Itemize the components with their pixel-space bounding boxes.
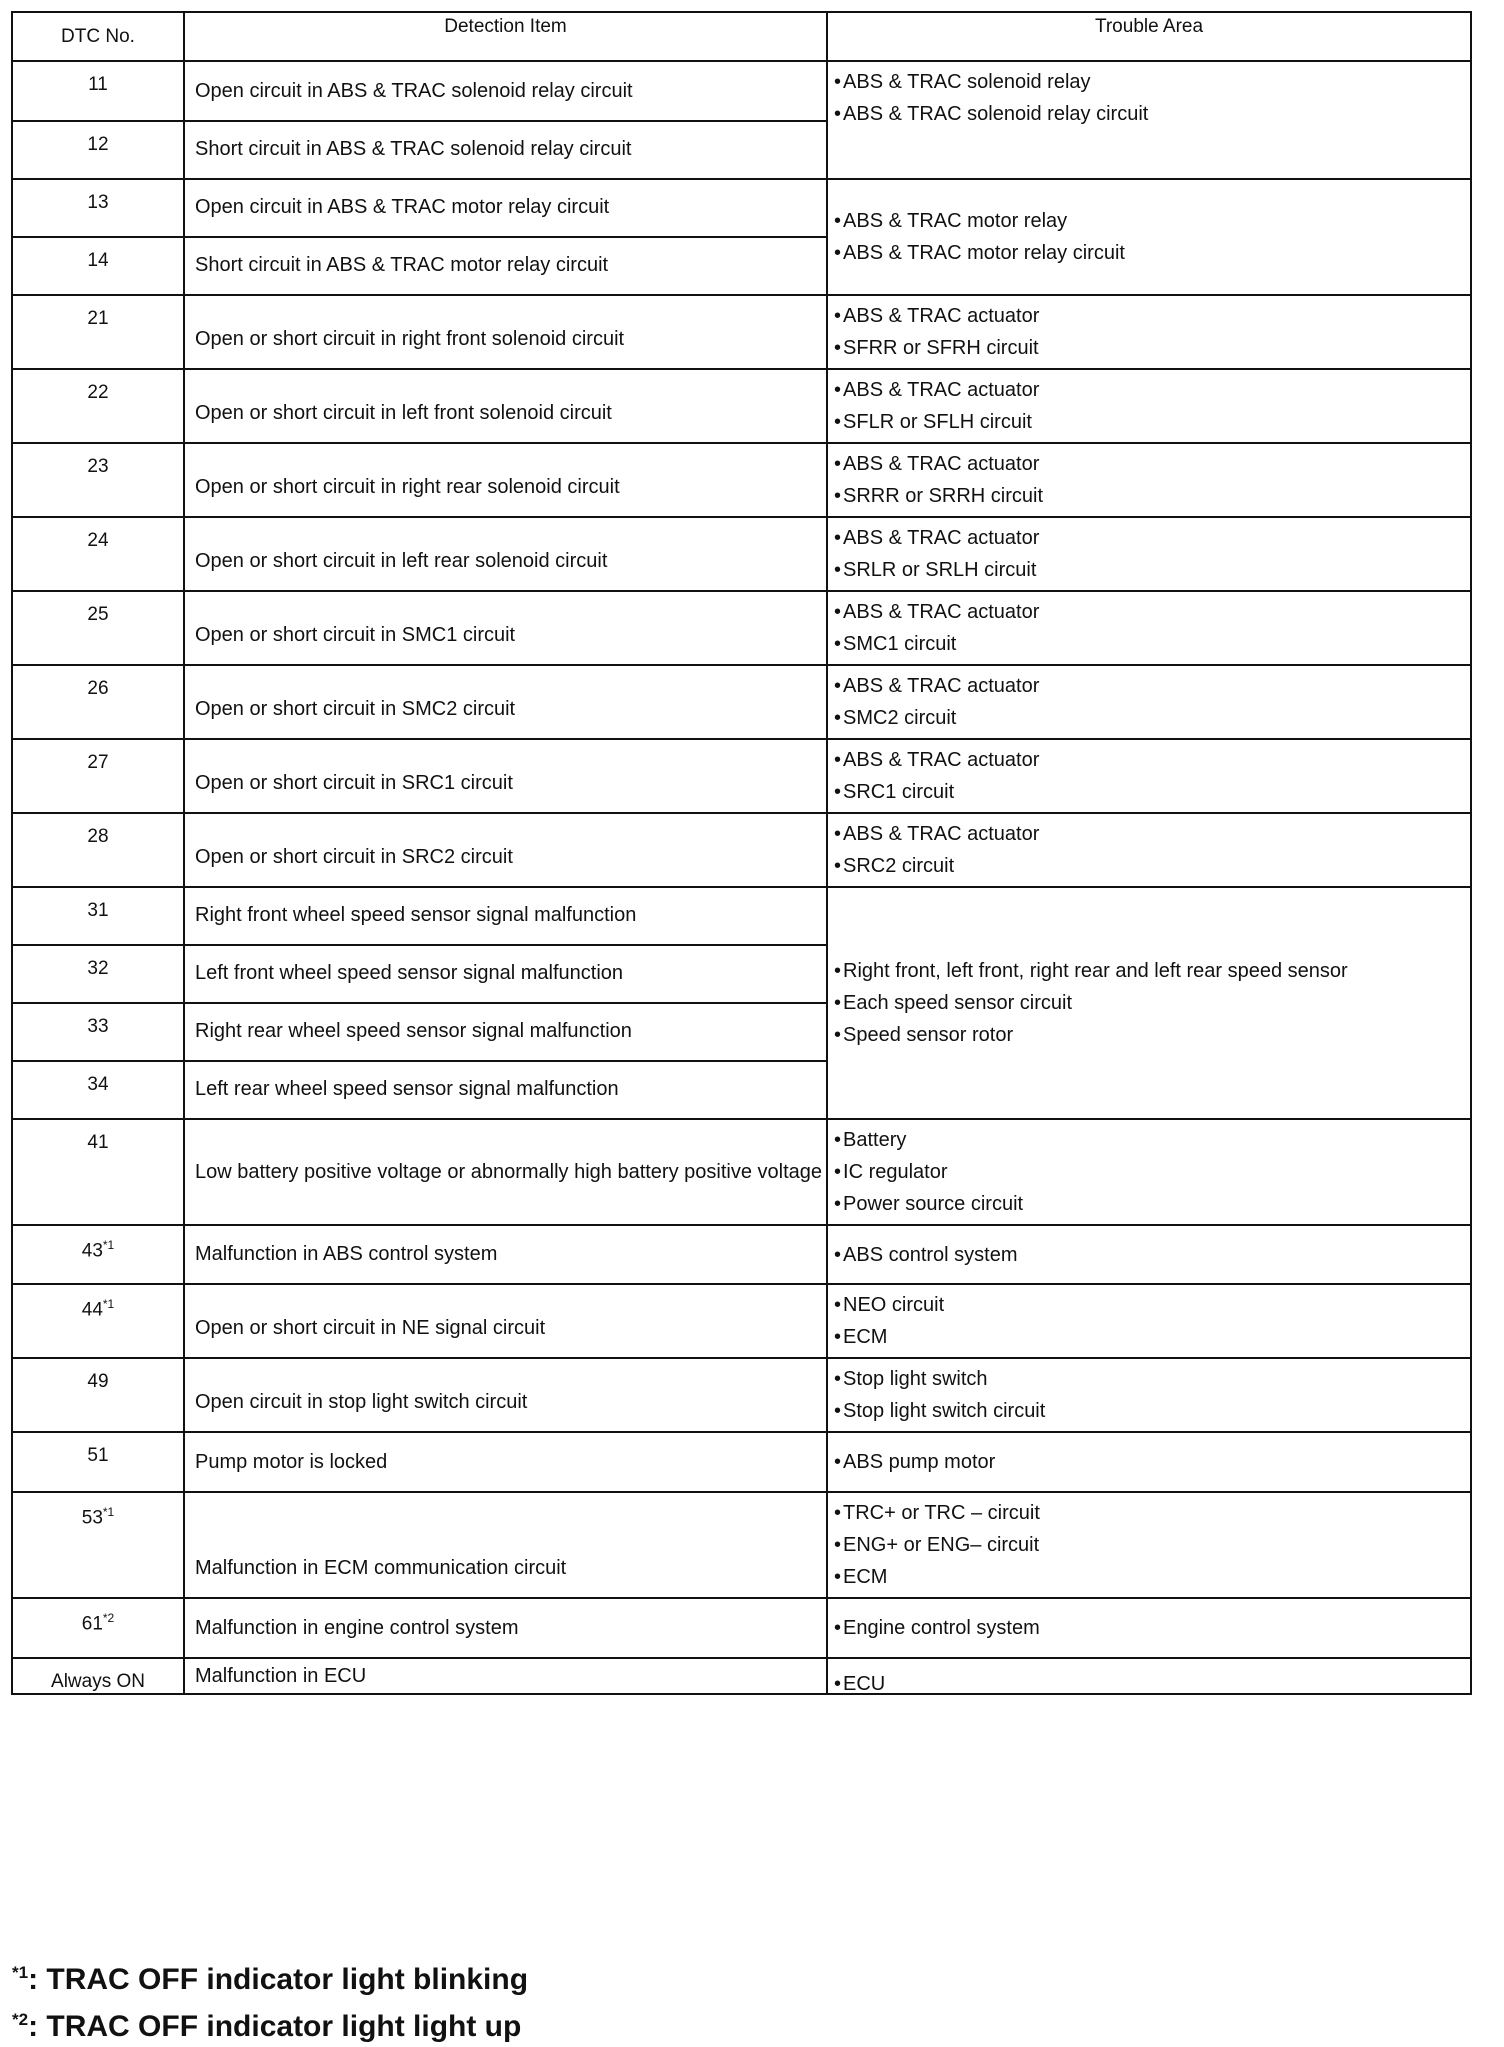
trouble-area-item: • Engine control system bbox=[834, 1612, 1464, 1644]
trouble-area-item: • SMC2 circuit bbox=[834, 702, 1464, 734]
dtc-code-cell bbox=[12, 591, 184, 665]
trouble-area-item: • SFLR or SFLH circuit bbox=[834, 406, 1464, 438]
dtc-code: 21 bbox=[87, 308, 109, 329]
dtc-code-cell bbox=[12, 887, 184, 945]
dtc-table-body bbox=[12, 61, 1471, 1694]
dtc-code-cell bbox=[12, 295, 184, 369]
trouble-area-item: • ABS & TRAC motor relay circuit bbox=[834, 237, 1464, 269]
dtc-code: 24 bbox=[87, 530, 109, 551]
header-dtc-no: DTC No. bbox=[12, 12, 184, 61]
trouble-area-item: • SMC1 circuit bbox=[834, 628, 1464, 660]
detection-item: Left rear wheel speed sensor signal malfunction bbox=[184, 1061, 827, 1119]
dtc-code-cell bbox=[12, 945, 184, 1003]
trouble-area bbox=[827, 813, 1471, 887]
trouble-area bbox=[827, 517, 1471, 591]
detection-item: Open or short circuit in right front solenoid circuit bbox=[184, 295, 827, 369]
dtc-code: 41 bbox=[87, 1132, 109, 1153]
trouble-area bbox=[827, 1119, 1471, 1225]
table-row bbox=[12, 369, 1471, 443]
dtc-code: 28 bbox=[87, 826, 109, 847]
table-row bbox=[12, 517, 1471, 591]
dtc-code: 13 bbox=[87, 192, 109, 213]
dtc-code-cell bbox=[12, 1358, 184, 1432]
trouble-area-item: • ECM bbox=[834, 1561, 1464, 1593]
detection-item: Malfunction in engine control system bbox=[184, 1598, 827, 1658]
detection-item: Open circuit in ABS & TRAC solenoid relay circuit bbox=[184, 61, 827, 121]
dtc-code: 51 bbox=[87, 1445, 109, 1466]
trouble-area-item: • SRLR or SRLH circuit bbox=[834, 554, 1464, 586]
trouble-area-item: • ABS & TRAC actuator bbox=[834, 744, 1464, 776]
detection-item: Malfunction in ABS control system bbox=[184, 1225, 827, 1284]
dtc-footnote-mark: *1 bbox=[102, 1297, 115, 1311]
table-row bbox=[12, 887, 1471, 945]
trouble-area-item: • TRC+ or TRC – circuit bbox=[834, 1497, 1464, 1529]
trouble-area bbox=[827, 369, 1471, 443]
detection-item: Short circuit in ABS & TRAC solenoid relay circuit bbox=[184, 121, 827, 179]
footnote-1 bbox=[12, 1953, 528, 2000]
detection-item: Malfunction in ECU bbox=[184, 1658, 827, 1694]
trouble-area bbox=[827, 1658, 1471, 1694]
dtc-code-cell bbox=[12, 443, 184, 517]
dtc-footnote-mark: *1 bbox=[102, 1238, 115, 1252]
dtc-code: 25 bbox=[87, 604, 109, 625]
trouble-area bbox=[827, 295, 1471, 369]
detection-item: Pump motor is locked bbox=[184, 1432, 827, 1492]
footnote-2 bbox=[12, 2000, 528, 2047]
table-row bbox=[12, 1658, 1471, 1694]
trouble-area bbox=[827, 1598, 1471, 1658]
table-row bbox=[12, 61, 1471, 121]
trouble-area-item: • ABS & TRAC solenoid relay bbox=[834, 66, 1464, 98]
trouble-area-item: • ABS & TRAC actuator bbox=[834, 670, 1464, 702]
dtc-table bbox=[11, 11, 1472, 1695]
dtc-code: 34 bbox=[87, 1074, 109, 1095]
detection-item: Open or short circuit in right rear solenoid circuit bbox=[184, 443, 827, 517]
detection-item: Open or short circuit in SMC2 circuit bbox=[184, 665, 827, 739]
trouble-area-item: • ABS & TRAC actuator bbox=[834, 300, 1464, 332]
detection-item: Open or short circuit in left front solenoid circuit bbox=[184, 369, 827, 443]
detection-item: Open or short circuit in SRC1 circuit bbox=[184, 739, 827, 813]
trouble-area bbox=[827, 61, 1471, 179]
detection-item: Malfunction in ECM communication circuit bbox=[184, 1492, 827, 1598]
footnotes bbox=[12, 1953, 528, 2047]
footnote-mark: *1 bbox=[12, 1963, 29, 1982]
trouble-area-item: • SRC1 circuit bbox=[834, 776, 1464, 808]
table-row bbox=[12, 179, 1471, 237]
detection-item: Open or short circuit in SRC2 circuit bbox=[184, 813, 827, 887]
table-row bbox=[12, 1284, 1471, 1358]
trouble-area-item: • ABS & TRAC motor relay bbox=[834, 205, 1464, 237]
dtc-code-cell bbox=[12, 1492, 184, 1598]
table-row bbox=[12, 1492, 1471, 1598]
table-row bbox=[12, 443, 1471, 517]
trouble-area-item: • IC regulator bbox=[834, 1156, 1464, 1188]
detection-item: Open or short circuit in SMC1 circuit bbox=[184, 591, 827, 665]
dtc-code: 31 bbox=[87, 900, 109, 921]
dtc-code: 61 bbox=[81, 1613, 103, 1635]
dtc-code-cell bbox=[12, 1598, 184, 1658]
dtc-code: Always ON bbox=[51, 1671, 145, 1692]
trouble-area-item: • ABS & TRAC actuator bbox=[834, 374, 1464, 406]
trouble-area-item: • ABS & TRAC actuator bbox=[834, 522, 1464, 554]
trouble-area bbox=[827, 739, 1471, 813]
table-header-row bbox=[12, 12, 1471, 61]
trouble-area-item: • Power source circuit bbox=[834, 1188, 1464, 1220]
dtc-code: 53 bbox=[81, 1507, 103, 1529]
dtc-code: 27 bbox=[87, 752, 109, 773]
table-row bbox=[12, 739, 1471, 813]
dtc-code: 12 bbox=[87, 134, 109, 155]
table-row bbox=[12, 1432, 1471, 1492]
table-row bbox=[12, 1358, 1471, 1432]
table-row bbox=[12, 1119, 1471, 1225]
table-row bbox=[12, 1598, 1471, 1658]
detection-item: Open or short circuit in left rear solenoid circuit bbox=[184, 517, 827, 591]
trouble-area bbox=[827, 1492, 1471, 1598]
trouble-area-item: • ENG+ or ENG– circuit bbox=[834, 1529, 1464, 1561]
trouble-area-item: • ABS pump motor bbox=[834, 1446, 1464, 1478]
dtc-code-cell bbox=[12, 1119, 184, 1225]
header-detection-item: Detection Item bbox=[184, 12, 827, 61]
dtc-code-cell bbox=[12, 813, 184, 887]
trouble-area-item: • Speed sensor rotor bbox=[834, 1019, 1464, 1051]
table-row bbox=[12, 665, 1471, 739]
trouble-area-item: • ABS & TRAC solenoid relay circuit bbox=[834, 98, 1464, 130]
trouble-area-item: • Right front, left front, right rear and left rear speed sensor bbox=[834, 955, 1464, 987]
trouble-area bbox=[827, 887, 1471, 1119]
detection-item: Right front wheel speed sensor signal malfunction bbox=[184, 887, 827, 945]
trouble-area-item: • Stop light switch bbox=[834, 1363, 1464, 1395]
trouble-area-item: • Battery bbox=[834, 1124, 1464, 1156]
trouble-area-item: • ABS control system bbox=[834, 1239, 1464, 1271]
dtc-code-cell bbox=[12, 1225, 184, 1284]
dtc-code: 22 bbox=[87, 382, 109, 403]
trouble-area-item: • NEO circuit bbox=[834, 1289, 1464, 1321]
trouble-area-item: • ECM bbox=[834, 1321, 1464, 1353]
detection-item: Left front wheel speed sensor signal malfunction bbox=[184, 945, 827, 1003]
dtc-code: 26 bbox=[87, 678, 109, 699]
trouble-area-item: • ECU bbox=[834, 1675, 1464, 1693]
dtc-code: 49 bbox=[87, 1371, 109, 1392]
trouble-area-item: • ABS & TRAC actuator bbox=[834, 448, 1464, 480]
trouble-area bbox=[827, 1225, 1471, 1284]
trouble-area bbox=[827, 591, 1471, 665]
footnote-text: : TRAC OFF indicator light blinking bbox=[28, 1963, 529, 1996]
dtc-code-cell bbox=[12, 1061, 184, 1119]
trouble-area-item: • SFRR or SFRH circuit bbox=[834, 332, 1464, 364]
dtc-code: 11 bbox=[88, 74, 108, 95]
trouble-area bbox=[827, 179, 1471, 295]
detection-item: Open circuit in stop light switch circuit bbox=[184, 1358, 827, 1432]
table-row bbox=[12, 295, 1471, 369]
dtc-code: 44 bbox=[81, 1299, 103, 1321]
dtc-code-cell bbox=[12, 1003, 184, 1061]
footnote-text: : TRAC OFF indicator light light up bbox=[28, 2010, 522, 2043]
trouble-area bbox=[827, 1432, 1471, 1492]
dtc-code-cell bbox=[12, 61, 184, 121]
detection-item: Short circuit in ABS & TRAC motor relay circuit bbox=[184, 237, 827, 295]
trouble-area bbox=[827, 1358, 1471, 1432]
dtc-code: 23 bbox=[87, 456, 109, 477]
dtc-code-cell bbox=[12, 517, 184, 591]
trouble-area-item: • SRC2 circuit bbox=[834, 850, 1464, 882]
dtc-code-cell bbox=[12, 179, 184, 237]
dtc-code: 33 bbox=[87, 1016, 109, 1037]
dtc-footnote-mark: *2 bbox=[102, 1611, 115, 1625]
trouble-area bbox=[827, 443, 1471, 517]
header-trouble-area: Trouble Area bbox=[827, 12, 1471, 61]
dtc-code: 43 bbox=[81, 1240, 103, 1262]
dtc-code-cell bbox=[12, 739, 184, 813]
dtc-code-cell bbox=[12, 1284, 184, 1358]
trouble-area-item: • Stop light switch circuit bbox=[834, 1395, 1464, 1427]
dtc-code-cell bbox=[12, 369, 184, 443]
dtc-code-cell bbox=[12, 237, 184, 295]
dtc-code: 32 bbox=[87, 958, 109, 979]
trouble-area-item: • SRRR or SRRH circuit bbox=[834, 480, 1464, 512]
detection-item: Open circuit in ABS & TRAC motor relay circuit bbox=[184, 179, 827, 237]
table-row bbox=[12, 813, 1471, 887]
dtc-code-cell bbox=[12, 1432, 184, 1492]
detection-item: Open or short circuit in NE signal circuit bbox=[184, 1284, 827, 1358]
trouble-area-item: • ABS & TRAC actuator bbox=[834, 596, 1464, 628]
dtc-code-cell bbox=[12, 1658, 184, 1694]
detection-item: Right rear wheel speed sensor signal malfunction bbox=[184, 1003, 827, 1061]
detection-item: Low battery positive voltage or abnormally high battery positive voltage bbox=[184, 1119, 827, 1225]
dtc-code-cell bbox=[12, 121, 184, 179]
trouble-area-item: • ABS & TRAC actuator bbox=[834, 818, 1464, 850]
dtc-code: 14 bbox=[87, 250, 109, 271]
trouble-area-item: • Each speed sensor circuit bbox=[834, 987, 1464, 1019]
table-row bbox=[12, 1225, 1471, 1284]
trouble-area bbox=[827, 1284, 1471, 1358]
dtc-footnote-mark: *1 bbox=[102, 1505, 115, 1519]
footnote-mark: *2 bbox=[12, 2010, 29, 2029]
trouble-area bbox=[827, 665, 1471, 739]
dtc-code-cell bbox=[12, 665, 184, 739]
table-row bbox=[12, 591, 1471, 665]
